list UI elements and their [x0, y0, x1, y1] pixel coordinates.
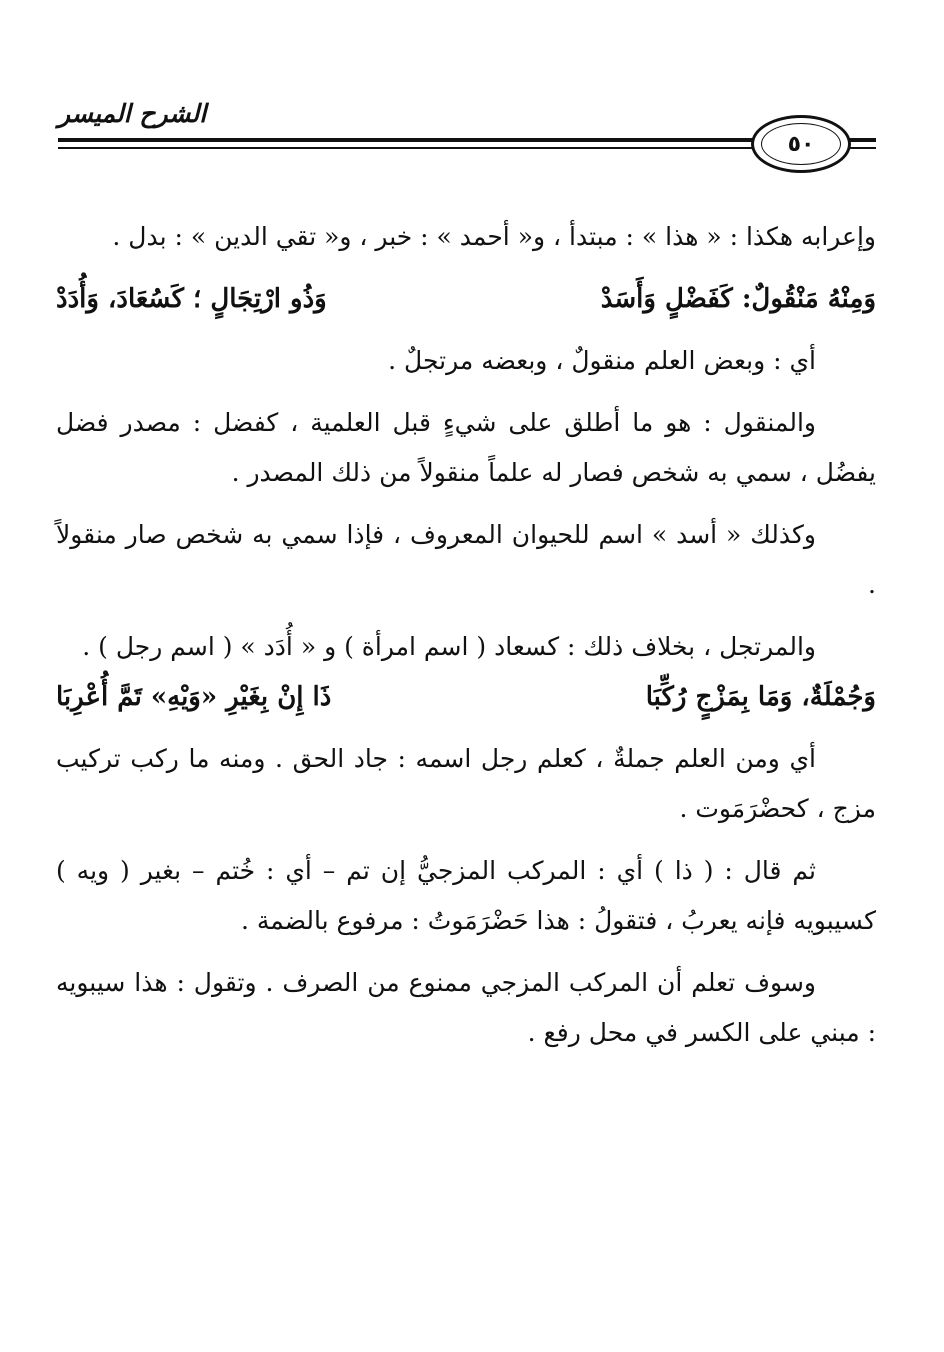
paragraph-murtajal: والمرتجل ، بخلاف ذلك : كسعاد ( اسم امرأة ) و « أُدَد » ( اسم رجل ) .: [82, 632, 816, 661]
verse-1-second-hemistich: وَذُو ارْتِجَالٍ ؛ كَسُعَادَ، وَأُدَدْ: [56, 284, 327, 314]
verse-2-second-hemistich: ذَا إِنْ بِغَيْرِ «وَيْهِ» تَمَّ أُعْرِبَا: [56, 682, 332, 712]
paragraph-irab: وإعرابه هكذا : « هذا » : مبتدأ ، و« أحمد » : خبر ، و« تقي الدين » : بدل .: [112, 222, 876, 251]
verse-2-first-hemistich: وَجُمْلَةٌ، وَمَا بِمَزْجٍ رُكِّبَا: [645, 682, 876, 712]
page-number: ٥٠: [761, 123, 841, 165]
verse-line-2: [56, 672, 876, 722]
paragraph-manqul: والمنقول : هو ما أطلق على شيءٍ قبل العلمية ، كفضل : مصدر فضل يفضُل ، سمي به شخص فصار له علماً منقولاً من ذلك المصدر .: [56, 408, 876, 487]
page-number-badge: [751, 115, 851, 173]
header-rule-thin: [58, 147, 758, 149]
header-rule-thick: [58, 138, 758, 142]
verse-1-first-hemistich: وَمِنْهُ مَنْقُولٌ: كَفَضْلٍ وَأَسَدْ: [600, 284, 876, 314]
paragraph-explanation: أي : وبعض العلم منقولٌ ، وبعضه مرتجلٌ .: [388, 346, 816, 375]
verse-line-1: [56, 274, 876, 324]
paragraph-jumla: أي ومن العلم جملةٌ ، كعلم رجل اسمه : جاد الحق . ومنه ما ركب تركيب مزج ، كحضْرَمَوت .: [56, 744, 876, 823]
paragraph-asad: وكذلك « أسد » اسم للحيوان المعروف ، فإذا سمي به شخص صار منقولاً .: [56, 520, 876, 599]
page-body: [56, 212, 876, 1070]
paragraph-mazji: ثم قال : ( ذا ) أي : المركب المزجيُّ إن تم – أي : خُتم – بغير ( ويه ) كسيبويه فإنه يعربُ ، فتقولُ : هذا حَضْرَمَوتُ : مرفوع بالضمة .: [56, 856, 876, 935]
paragraph-sibawayh: وسوف تعلم أن المركب المزجي ممنوع من الصرف . وتقول : هذا سيبويه : مبني على الكسر في محل رفع .: [56, 968, 876, 1047]
running-header-title: الشرح الميسر: [58, 99, 207, 128]
